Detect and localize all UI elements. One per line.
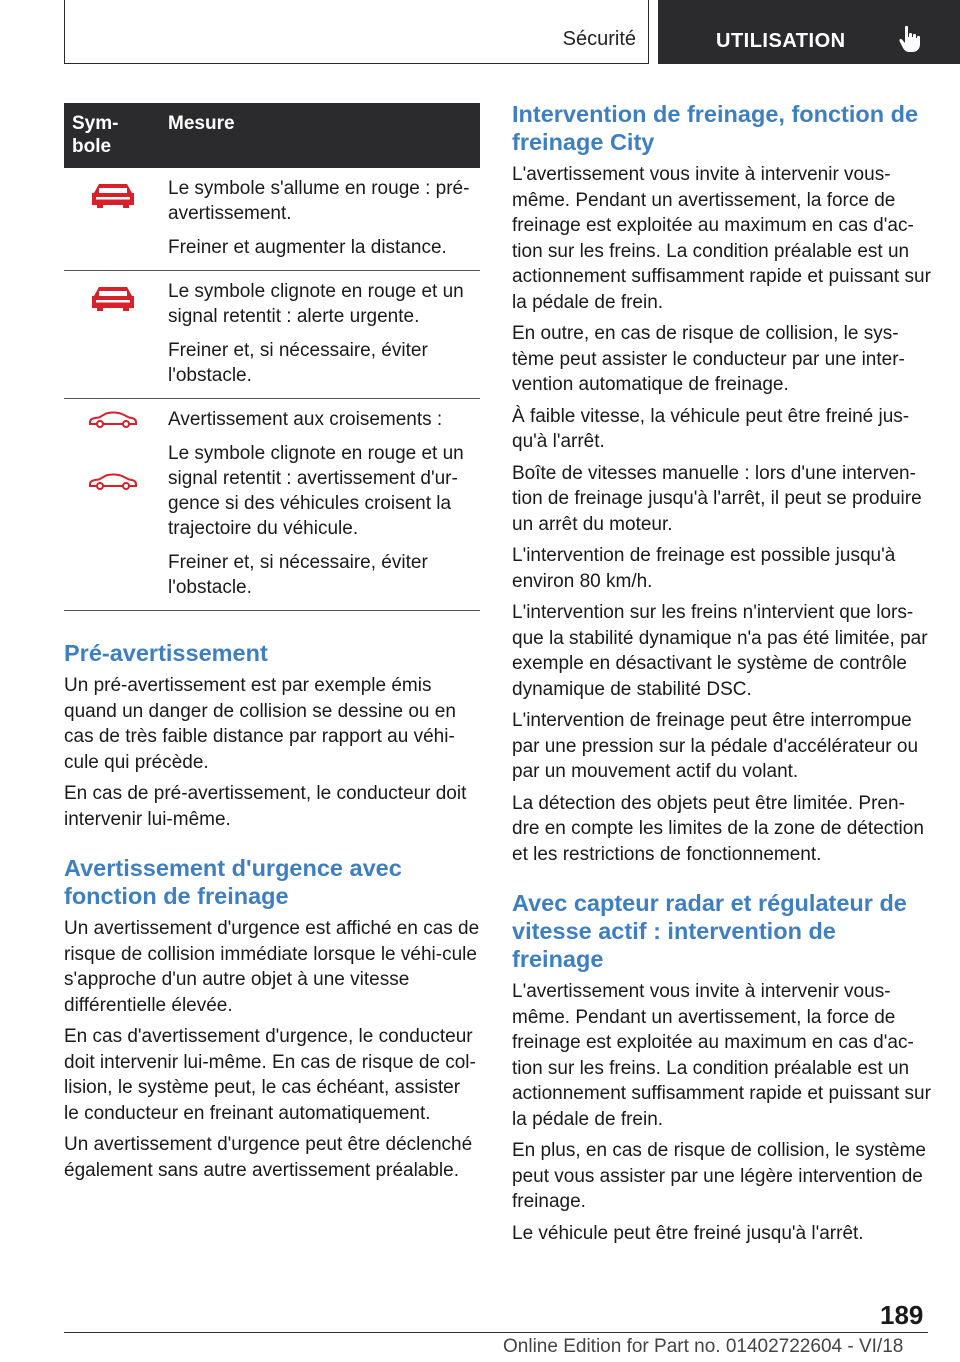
table-row	[64, 271, 480, 399]
table-row	[64, 168, 480, 271]
table-header-row	[64, 103, 480, 168]
column-header-symbol: Sym- bole	[64, 103, 160, 168]
paragraph: Un pré-avertissement est par exemple émis quand un danger de collision se dessine ou en cas de très faible distance par rapport au véhi-cule qui précède.	[64, 675, 456, 773]
measure-cell	[160, 399, 480, 611]
paragraph: En cas de pré-avertissement, le conducteur doit intervenir lui-même.	[64, 783, 467, 830]
paragraph: Boîte de vitesses manuelle : lors d'une interven-tion de freinage jusqu'à l'arrêt, il peut se produire un arrêt du moteur.	[512, 462, 922, 535]
section-brake-intervention-city	[512, 100, 932, 867]
measure-cell	[160, 168, 480, 271]
header-chapter-box	[658, 0, 960, 64]
section-radar-cruise-brake	[512, 889, 932, 1246]
paragraph: L'intervention sur les freins n'intervient que lors-que la stabilité dynamique n'a pas été limitée, par exemple en désactivant le système de contrôle dynamique de stabilité DSC.	[512, 602, 928, 700]
measure-cell	[160, 271, 480, 399]
paragraph: Le véhicule peut être freiné jusqu'à l'arrêt.	[512, 1222, 864, 1244]
symbol-cell	[64, 271, 160, 399]
symbol-cell	[64, 168, 160, 271]
measure-text: Freiner et, si nécessaire, éviter l'obstacle.	[168, 552, 428, 598]
symbol-cell	[64, 399, 160, 611]
page-header	[0, 0, 960, 66]
paragraph: En outre, en cas de risque de collision, le sys-tème peut assister le conducteur par une inter-vention automatique de freinage.	[512, 323, 905, 395]
car-side-icon	[87, 411, 139, 429]
measure-text: Freiner et augmenter la distance.	[168, 237, 447, 258]
header-chapter-title: UTILISATION	[716, 30, 846, 52]
measure-text: Le symbole s'allume en rouge : pré-avertissement.	[168, 178, 470, 224]
table-row	[64, 399, 480, 611]
section-heading: Pré-avertissement	[64, 640, 268, 666]
car-front-icon	[89, 283, 137, 313]
paragraph: L'intervention de freinage peut être interrompue par une pression sur la pédale d'accélérateur ou par un mouvement actif du volant.	[512, 710, 919, 782]
measure-text: Le symbole clignote en rouge et un signal retentit : alerte urgente.	[168, 281, 464, 327]
section-pre-warning	[64, 639, 480, 832]
header-section-title: Sécurité	[562, 28, 636, 50]
page-number: 189	[880, 1300, 924, 1330]
section-emergency-warning	[64, 854, 480, 1183]
paragraph: Un avertissement d'urgence peut être déclenché également sans autre avertissement préalable.	[64, 1134, 473, 1181]
section-heading: Avertissement d'urgence avec fonction de freinage	[64, 855, 402, 909]
footer-edition-text: Online Edition for Part no. 01402722604 - VI/18	[503, 1336, 904, 1357]
paragraph: L'avertissement vous invite à intervenir vous-même. Pendant un avertissement, la force de freinage est exploitée au maximum en cas d'ac-tion sur les freins. La condition préalable est un actionnement suffisamment rapide et puissant sur la pédale de frein.	[512, 164, 931, 313]
column-header-measure: Mesure	[160, 103, 480, 168]
right-column	[512, 100, 932, 1252]
measure-text: Le symbole clignote en rouge et un signal retentit : avertissement d'ur-gence si des véhicules croisent la trajectoire du véhicule.	[168, 443, 464, 539]
left-column	[64, 103, 480, 1189]
hand-pointer-icon	[896, 24, 926, 54]
paragraph: La détection des objets peut être limitée. Pren-dre en compte les limites de la zone de détection et les restrictions de fonctionnement.	[512, 792, 924, 865]
measure-text: Avertissement aux croisements :	[168, 409, 443, 430]
paragraph: L'intervention de freinage est possible jusqu'à environ 80 km/h.	[512, 545, 896, 592]
symbol-table	[64, 103, 480, 611]
footer-divider	[64, 1332, 928, 1333]
header-section-box	[64, 0, 649, 64]
paragraph: En cas d'avertissement d'urgence, le conducteur doit intervenir lui-même. En cas de risque de col-lision, le système peut, le cas échéant, assister le conducteur en freinant automatiquement.	[64, 1026, 476, 1124]
paragraph: L'avertissement vous invite à intervenir vous-même. Pendant un avertissement, la force de freinage est exploitée au maximum en cas d'ac-tion sur les freins. La condition préalable est un actionnement suffisamment rapide et puissant sur la pédale de frein.	[512, 981, 931, 1130]
car-front-icon	[89, 180, 137, 210]
measure-text: Freiner et, si nécessaire, éviter l'obstacle.	[168, 340, 428, 386]
paragraph: À faible vitesse, la véhicule peut être freiné jus-qu'à l'arrêt.	[512, 405, 910, 452]
car-side-icon	[87, 473, 139, 491]
section-heading: Intervention de freinage, fonction de freinage City	[512, 101, 919, 155]
paragraph: En plus, en cas de risque de collision, le système peut vous assister par une légère intervention de freinage.	[512, 1140, 926, 1212]
section-heading: Avec capteur radar et régulateur de vitesse actif : intervention de freinage	[512, 890, 907, 972]
paragraph: Un avertissement d'urgence est affiché en cas de risque de collision immédiate lorsque le véhi-cule s'approche d'un autre objet à une vitesse différentielle élevée.	[64, 918, 480, 1016]
